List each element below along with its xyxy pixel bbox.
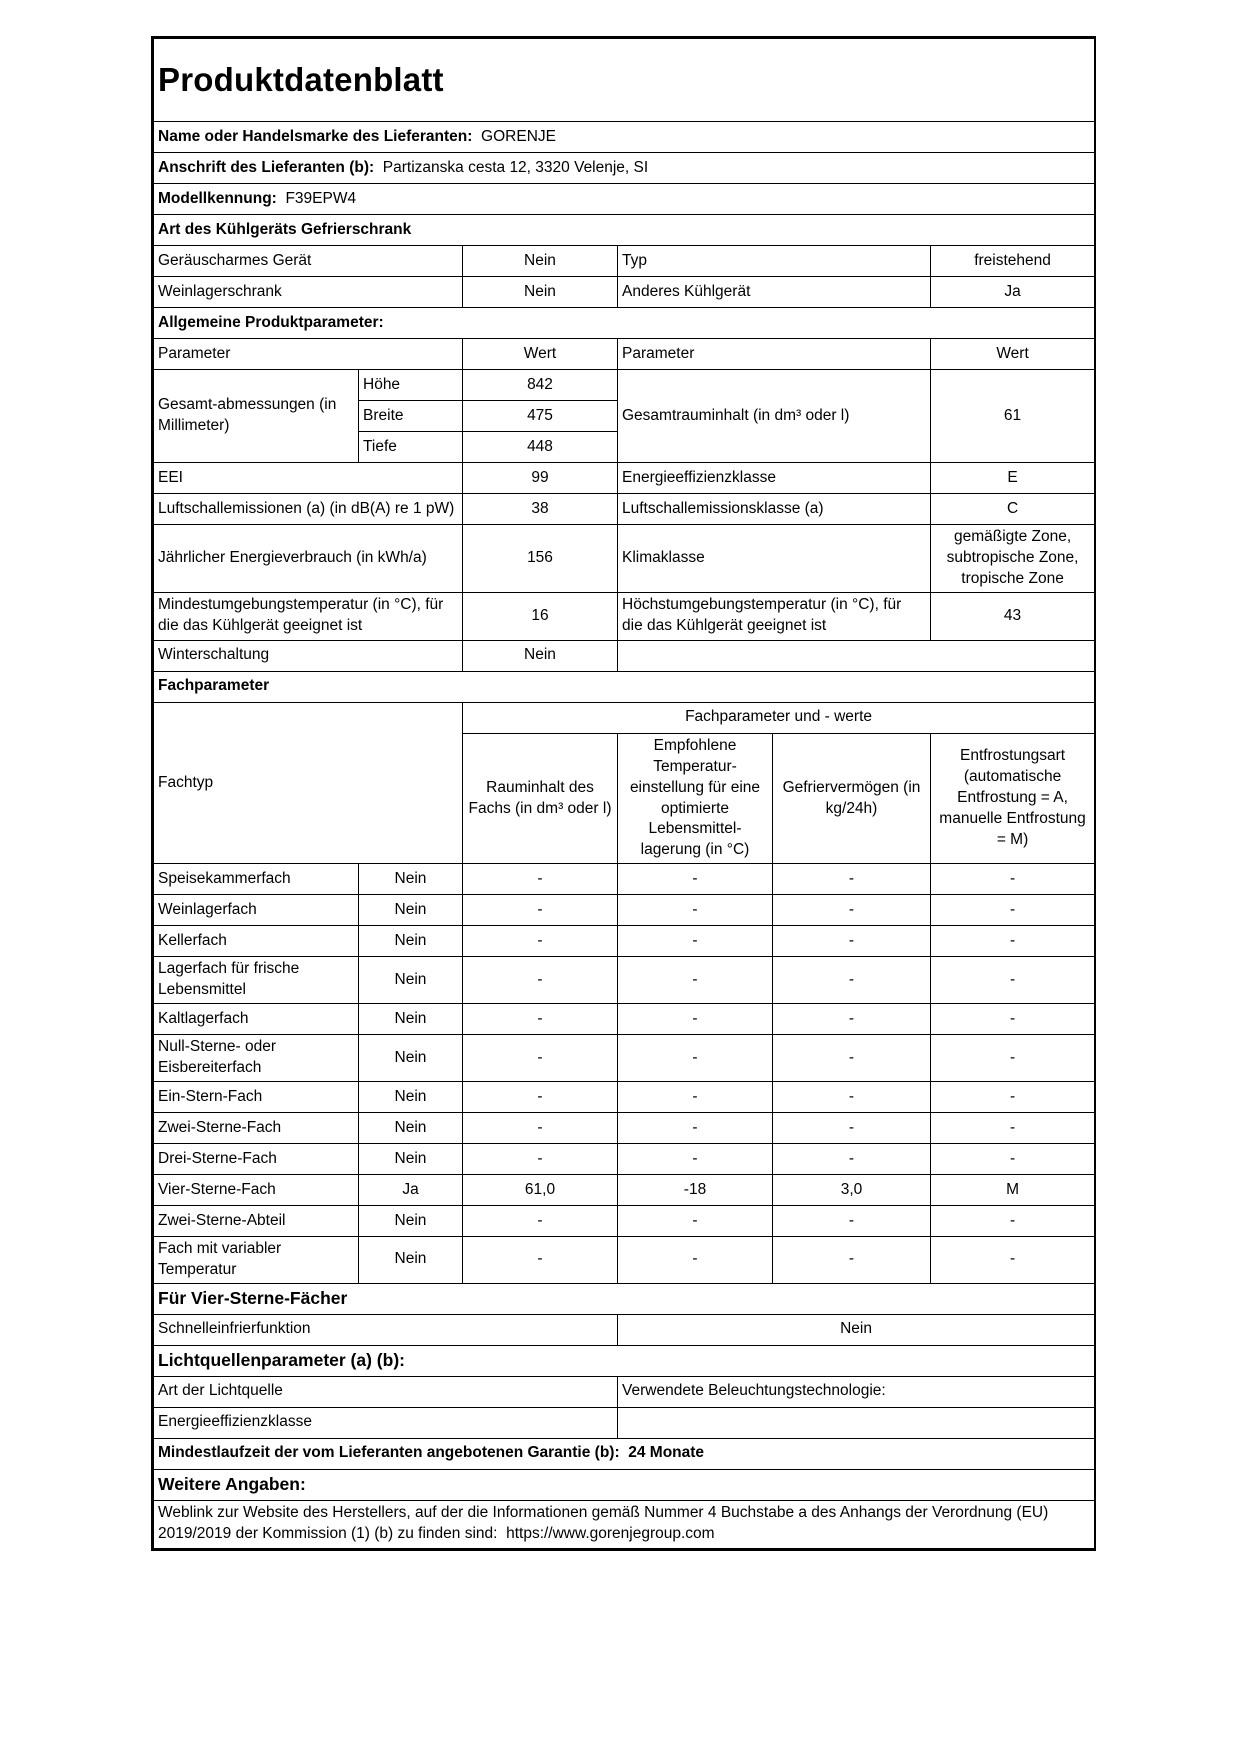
min-temp-label: Mindestumgebungstemperatur (in °C), für die das Kühlgerät geeignet ist	[154, 592, 463, 640]
compartment-volume: -	[463, 1081, 618, 1112]
table-row	[154, 1205, 1095, 1236]
consumption-value: 156	[463, 525, 618, 593]
compartment-present: Nein	[359, 1112, 463, 1143]
compartment-volume: -	[463, 864, 618, 895]
title-cell	[154, 39, 1095, 122]
warranty-value: 24 Monate	[628, 1444, 705, 1462]
compartment-freeze: -	[773, 895, 931, 926]
compartment-defrost: -	[931, 1205, 1095, 1236]
compartment-type-label: Fachtyp	[154, 702, 463, 864]
appliance-type-value: Gefrierschrank	[300, 220, 412, 238]
compartment-temp: -	[618, 1004, 773, 1035]
compartment-present: Nein	[359, 1004, 463, 1035]
compartment-defrost: -	[931, 926, 1095, 957]
row-value: freistehend	[931, 246, 1095, 277]
further-text: Weblink zur Website des Herstellers, auf der die Informationen gemäß Nummer 4 Buchstabe a des Anhangs der Verordnung (EU) 2019/2019 der Kommission (1) (b) zu finden sind:	[158, 1504, 1049, 1543]
model-value: F39EPW4	[285, 189, 357, 207]
supplier-name-value: GORENJE	[481, 127, 556, 145]
model-label: Modellkennung:	[158, 189, 277, 207]
compartment-present: Nein	[359, 864, 463, 895]
compartment-present: Ja	[359, 1174, 463, 1205]
table-row	[154, 1035, 1095, 1082]
compartment-freeze: -	[773, 957, 931, 1004]
compartment-name: Zwei-Sterne-Abteil	[154, 1205, 359, 1236]
compartment-volume: -	[463, 957, 618, 1004]
compartment-temp: -	[618, 864, 773, 895]
noise-label: Luftschallemissionen (a) (in dB(A) re 1 pW)	[154, 494, 463, 525]
compartment-present: Nein	[359, 1035, 463, 1082]
data-sheet-table	[153, 38, 1095, 1549]
compartment-volume: -	[463, 895, 618, 926]
empty-cell	[618, 1407, 1095, 1438]
energy-class-label: Energieeffizienzklasse	[618, 463, 931, 494]
col-header-parameter: Parameter	[154, 339, 463, 370]
compartment-freeze: 3,0	[773, 1174, 931, 1205]
warranty-row	[154, 1438, 1095, 1469]
compartment-temp: -18	[618, 1174, 773, 1205]
compartment-name: Weinlagerfach	[154, 895, 359, 926]
compartment-defrost: -	[931, 1143, 1095, 1174]
light-type-label: Art der Lichtquelle	[154, 1376, 618, 1407]
general-header-row	[154, 339, 1095, 370]
compartment-volume: -	[463, 1205, 618, 1236]
table-row	[154, 1236, 1095, 1283]
compartment-volume: -	[463, 1143, 618, 1174]
compartment-name: Ein-Stern-Fach	[154, 1081, 359, 1112]
height-value: 842	[463, 370, 618, 401]
compartment-defrost: -	[931, 1081, 1095, 1112]
model-row	[154, 184, 1095, 215]
appliance-type-row	[154, 215, 1095, 246]
supplier-address-label: Anschrift des Lieferanten (b):	[158, 158, 375, 176]
col-header-value: Wert	[931, 339, 1095, 370]
compartment-freeze: -	[773, 1035, 931, 1082]
compartment-present: Nein	[359, 957, 463, 1004]
noise-class-value: C	[931, 494, 1095, 525]
compartment-name: Null-Sterne- oder Eisbereiterfach	[154, 1035, 359, 1082]
warranty-label: Mindestlaufzeit der vom Lieferanten angebotenen Garantie (b):	[158, 1444, 620, 1462]
compartment-freeze: -	[773, 1143, 931, 1174]
compartment-name: Zwei-Sterne-Fach	[154, 1112, 359, 1143]
appliance-type-row-2	[154, 277, 1095, 308]
compartment-name: Speisekammerfach	[154, 864, 359, 895]
compartment-present: Nein	[359, 895, 463, 926]
four-star-heading: Für Vier-Sterne-Fächer	[154, 1283, 1095, 1314]
light-heading: Lichtquellenparameter (a) (b):	[154, 1345, 1095, 1376]
compartment-temp: -	[618, 926, 773, 957]
volume-label: Gesamtrauminhalt (in dm³ oder l)	[618, 370, 931, 463]
compartment-temp: -	[618, 1112, 773, 1143]
eei-label: EEI	[154, 463, 463, 494]
compartment-group-label: Fachparameter und - werte	[463, 702, 1095, 733]
compartment-present: Nein	[359, 926, 463, 957]
further-heading: Weitere Angaben:	[154, 1469, 1095, 1500]
compartment-name: Vier-Sterne-Fach	[154, 1174, 359, 1205]
max-temp-label: Höchstumgebungstemperatur (in °C), für die das Kühlgerät geeignet ist	[618, 592, 931, 640]
manufacturer-link[interactable]: https://www.gorenjegroup.com	[506, 1525, 715, 1543]
fast-freeze-value: Nein	[618, 1314, 1095, 1345]
table-row	[154, 864, 1095, 895]
width-value: 475	[463, 401, 618, 432]
row-label: Anderes Kühlgerät	[618, 277, 931, 308]
appliance-type-label: Art des Kühlgeräts	[158, 220, 297, 238]
compartment-volume: 61,0	[463, 1174, 618, 1205]
compartment-defrost: -	[931, 1236, 1095, 1283]
row-value: Nein	[463, 277, 618, 308]
light-tech-label: Verwendete Beleuchtungstechnologie:	[618, 1376, 1095, 1407]
table-row	[154, 957, 1095, 1004]
table-row	[154, 926, 1095, 957]
compartment-freeze: -	[773, 926, 931, 957]
depth-value: 448	[463, 432, 618, 463]
compartment-temp: -	[618, 1143, 773, 1174]
further-text-cell	[154, 1500, 1095, 1548]
appliance-type-row-1	[154, 246, 1095, 277]
depth-label: Tiefe	[359, 432, 463, 463]
fast-freeze-label: Schnelleinfrierfunktion	[154, 1314, 618, 1345]
noise-value: 38	[463, 494, 618, 525]
compartment-name: Kaltlagerfach	[154, 1004, 359, 1035]
col-header-volume: Rauminhalt des Fachs (in dm³ oder l)	[463, 733, 618, 864]
supplier-address-row	[154, 153, 1095, 184]
table-row	[154, 1081, 1095, 1112]
general-heading: Allgemeine Produktparameter:	[154, 308, 1095, 339]
empty-cell	[618, 640, 1095, 671]
compartment-volume: -	[463, 1035, 618, 1082]
supplier-name-label: Name oder Handelsmarke des Lieferanten:	[158, 127, 473, 145]
compartment-name: Kellerfach	[154, 926, 359, 957]
compartment-volume: -	[463, 1112, 618, 1143]
compartment-temp: -	[618, 1081, 773, 1112]
compartment-defrost: -	[931, 957, 1095, 1004]
compartment-present: Nein	[359, 1143, 463, 1174]
table-row	[154, 1143, 1095, 1174]
compartment-name: Fach mit variabler Temperatur	[154, 1236, 359, 1283]
compartment-freeze: -	[773, 864, 931, 895]
table-row	[154, 895, 1095, 926]
height-label: Höhe	[359, 370, 463, 401]
table-row	[154, 1112, 1095, 1143]
compartment-freeze: -	[773, 1236, 931, 1283]
compartment-temp: -	[618, 895, 773, 926]
consumption-label: Jährlicher Energieverbrauch (in kWh/a)	[154, 525, 463, 593]
compartment-freeze: -	[773, 1205, 931, 1236]
compartment-freeze: -	[773, 1112, 931, 1143]
table-row	[154, 1004, 1095, 1035]
col-header-parameter: Parameter	[618, 339, 931, 370]
compartment-volume: -	[463, 926, 618, 957]
supplier-address-value: Partizanska cesta 12, 3320 Velenje, SI	[382, 158, 649, 176]
row-label: Weinlagerschrank	[154, 277, 463, 308]
supplier-name-row	[154, 122, 1095, 153]
compartment-defrost: -	[931, 1004, 1095, 1035]
row-value: Nein	[463, 246, 618, 277]
product-data-sheet	[151, 36, 1096, 1551]
noise-class-label: Luftschallemissionsklasse (a)	[618, 494, 931, 525]
row-label: Geräuscharmes Gerät	[154, 246, 463, 277]
dimensions-label: Gesamt-abmessungen (in Millimeter)	[154, 370, 359, 463]
compartment-temp: -	[618, 1236, 773, 1283]
winter-label: Winterschaltung	[154, 640, 463, 671]
climate-value: gemäßigte Zone, subtropische Zone, tropische Zone	[931, 525, 1095, 593]
compartment-freeze: -	[773, 1081, 931, 1112]
table-row	[154, 1174, 1095, 1205]
compartment-name: Lagerfach für frische Lebensmittel	[154, 957, 359, 1004]
compartment-present: Nein	[359, 1081, 463, 1112]
width-label: Breite	[359, 401, 463, 432]
max-temp-value: 43	[931, 592, 1095, 640]
compartment-defrost: -	[931, 1112, 1095, 1143]
compartment-defrost: -	[931, 895, 1095, 926]
compartment-volume: -	[463, 1004, 618, 1035]
compartments-heading: Fachparameter	[154, 671, 1095, 702]
compartment-temp: -	[618, 1205, 773, 1236]
col-header-value: Wert	[463, 339, 618, 370]
col-header-temp: Empfohlene Temperatur-einstellung für eine optimierte Lebensmittel-lagerung (in °C)	[618, 733, 773, 864]
compartment-defrost: -	[931, 864, 1095, 895]
page-title: Produktdatenblatt	[158, 60, 444, 98]
energy-class-value: E	[931, 463, 1095, 494]
compartment-temp: -	[618, 957, 773, 1004]
compartment-present: Nein	[359, 1236, 463, 1283]
eei-value: 99	[463, 463, 618, 494]
volume-value: 61	[931, 370, 1095, 463]
compartment-name: Drei-Sterne-Fach	[154, 1143, 359, 1174]
compartment-present: Nein	[359, 1205, 463, 1236]
compartment-temp: -	[618, 1035, 773, 1082]
light-class-label: Energieeffizienzklasse	[154, 1407, 618, 1438]
climate-label: Klimaklasse	[618, 525, 931, 593]
row-value: Ja	[931, 277, 1095, 308]
compartment-volume: -	[463, 1236, 618, 1283]
compartment-freeze: -	[773, 1004, 931, 1035]
winter-value: Nein	[463, 640, 618, 671]
min-temp-value: 16	[463, 592, 618, 640]
compartment-defrost: M	[931, 1174, 1095, 1205]
row-label: Typ	[618, 246, 931, 277]
col-header-defrost: Entfrostungsart (automatische Entfrostung = A, manuelle Entfrostung = M)	[931, 733, 1095, 864]
col-header-freeze: Gefriervermögen (in kg/24h)	[773, 733, 931, 864]
compartment-defrost: -	[931, 1035, 1095, 1082]
